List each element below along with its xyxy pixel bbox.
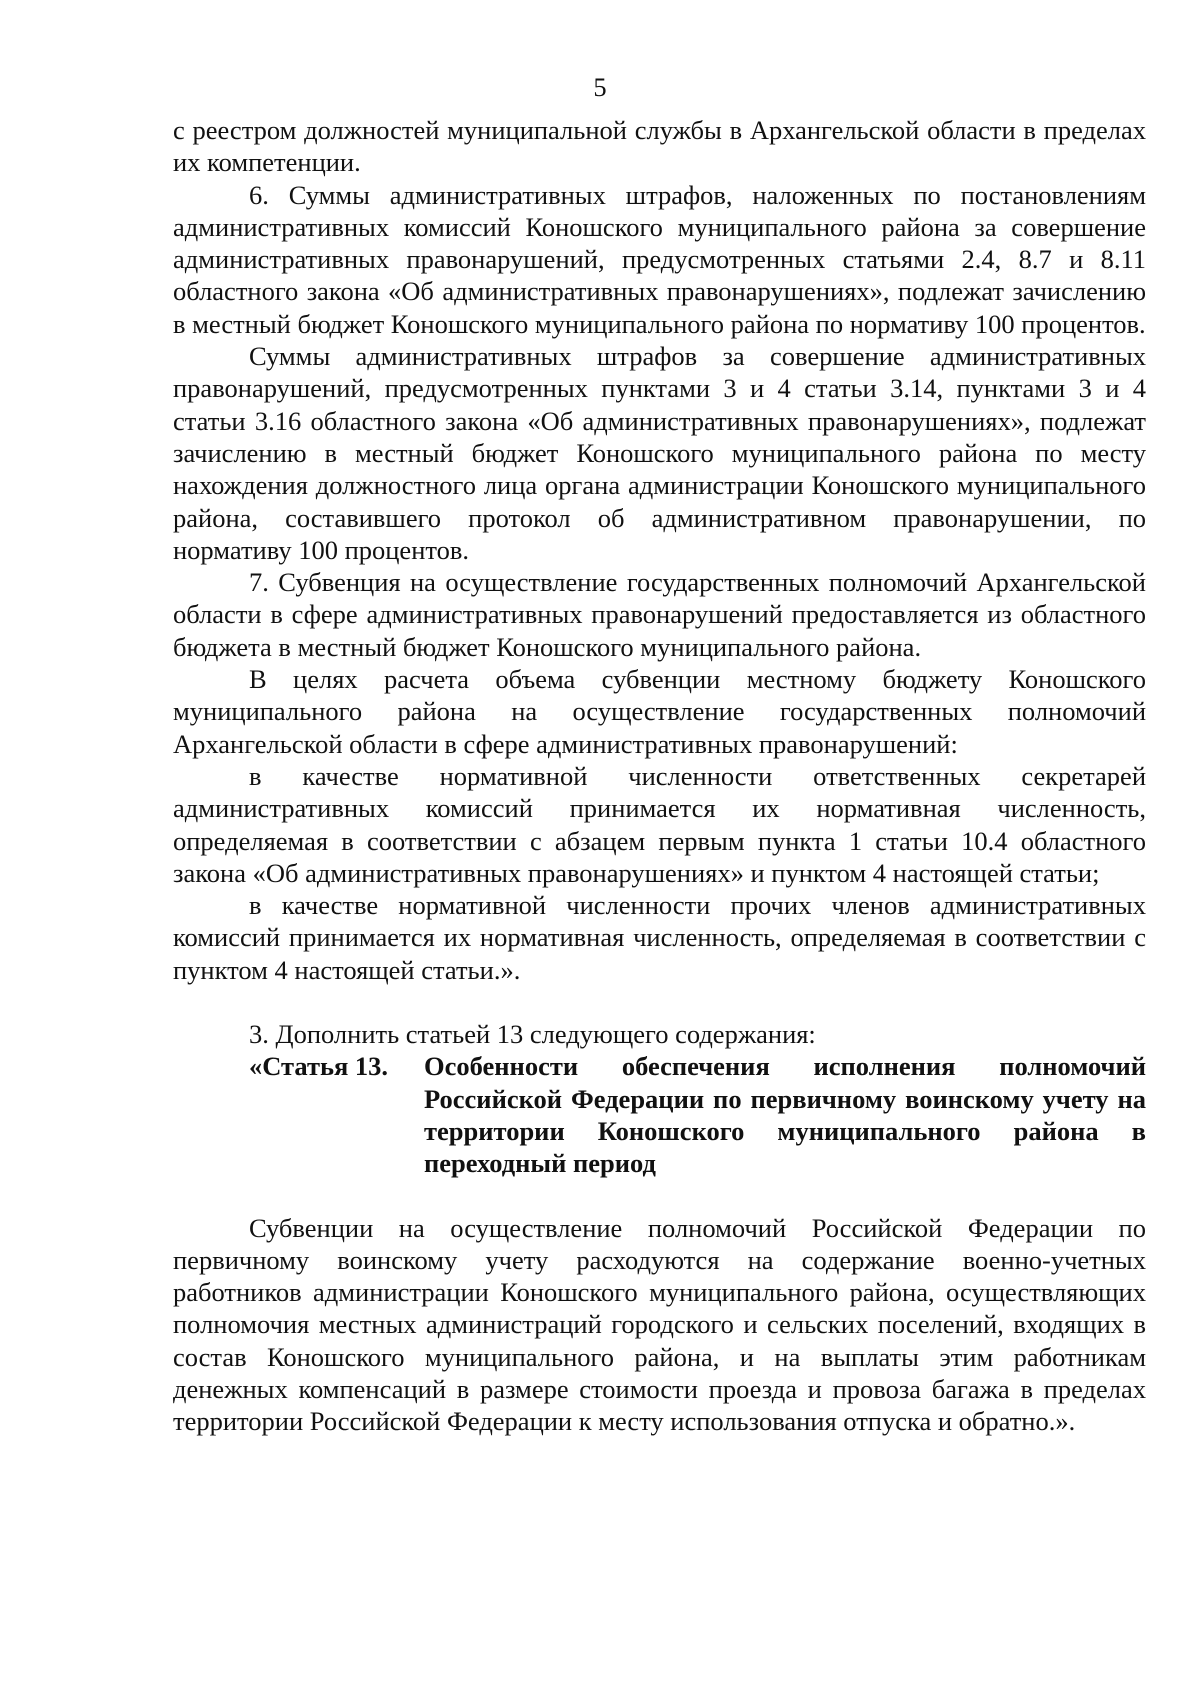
paragraph-military-registration: Субвенции на осуществление полномочий Российской Федерации по первичному воинскому учету расходуются на содержание военно-учетных работников администрации Коношского муниципального района, осуществляющих полномочия местных администраций городского и сельских поселений, входящих в состав Коношского муниципального района, и на выплаты этим работникам денежных компенсаций в размере стоимости проезда и провоза багажа в пределах территории Российской Федерации к месту использования отпуска и обратно.». — [173, 1212, 1146, 1437]
paragraph-item-6: 6. Суммы административных штрафов, наложенных по постановлениям административных комиссий Коношского муниципального района за совершение административных правонарушений, предусмотренных статьями 2.4, 8.7 и 8.11 областного закона «Об административных правонарушениях», подлежат зачислению в местный бюджет Коношского муниципального района по нормативу 100 процентов. — [173, 179, 1146, 339]
article-title: Особенности обеспечения исполнения полномочий Российской Федерации по первичному воинскому учету на территории Коношского муниципального района в переходный период — [424, 1051, 1146, 1179]
paragraph-members: в качестве нормативной численности прочих членов административных комиссий принимается их нормативная численность, определяемая в соответствии с пунктом 4 настоящей статьи.». — [173, 890, 1146, 985]
article-heading — [173, 1050, 1146, 1179]
paragraph-item-7: 7. Субвенция на осуществление государственных полномочий Архангельской области в сфере административных правонарушений предоставляется из областного бюджета в местный бюджет Коношского муниципального района. — [173, 567, 1146, 662]
paragraph-secretaries: в качестве нормативной численности ответственных секретарей административных комиссий принимается их нормативная численность, определяемая в соответствии с абзацем первым пункта 1 статьи 10.4 областного закона «Об административных правонарушениях» и пунктом 4 настоящей статьи; — [173, 760, 1146, 888]
paragraph-subvention-calc: В целях расчета объема субвенции местному бюджету Коношского муниципального района на осуществление государственных полномочий Архангельской области в сфере административных правонарушений: — [173, 664, 1146, 759]
paragraph-continuation: с реестром должностей муниципальной службы в Архангельской области в пределах их компетенции. — [173, 115, 1146, 178]
page-number: 5 — [593, 72, 607, 102]
document-body — [173, 114, 1146, 1438]
paragraph-fines: Суммы административных штрафов за совершение административных правонарушений, предусмотренных пунктами 3 и 4 статьи 3.14, пунктами 3 и 4 статьи 3.16 областного закона «Об административных правонарушениях», подлежат зачислению в местный бюджет Коношского муниципального района по месту нахождения должностного лица органа администрации Коношского муниципального района, составившего протокол об административном правонарушении, по нормативу 100 процентов. — [173, 341, 1146, 565]
article-label: «Статья 13. — [249, 1051, 389, 1082]
paragraph-item-3: 3. Дополнить статьей 13 следующего содержания: — [249, 1019, 816, 1050]
